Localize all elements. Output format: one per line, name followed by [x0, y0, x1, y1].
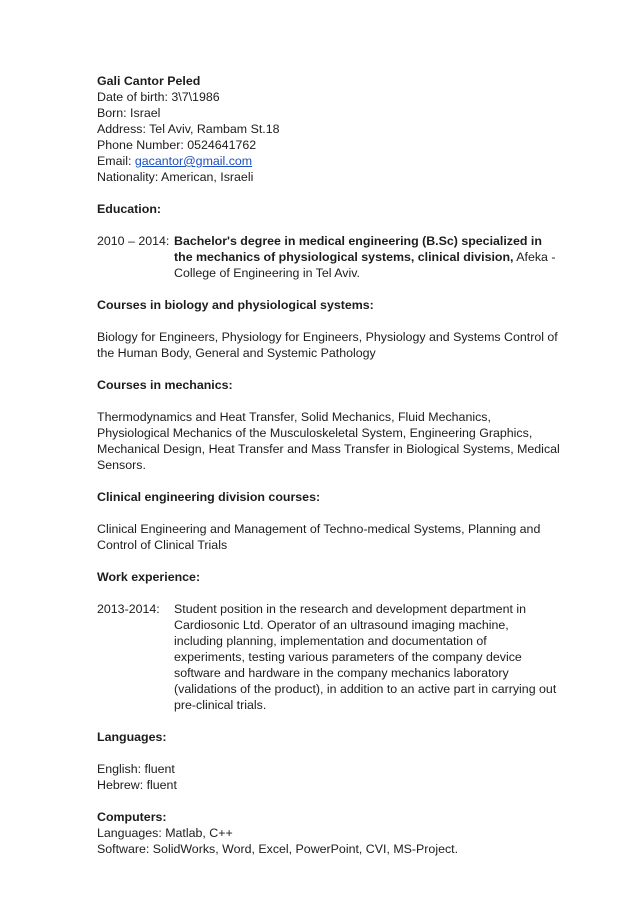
work-line: experiments, testing various parameters of the company device — [174, 650, 522, 664]
education-entry — [97, 233, 556, 281]
education-description — [174, 233, 556, 281]
clinical-courses-text — [97, 521, 547, 553]
clinical-courses-line: Control of Clinical Trials — [97, 538, 228, 552]
language-line: Hebrew: fluent — [97, 778, 177, 792]
work-line: (validations of the product), in addition to an active part in carrying out — [174, 682, 557, 696]
mech-courses-line: Mechanical Design, Heat Transfer and Mass Transfer in Biological Systems, Medical — [97, 442, 560, 456]
nationality: Nationality: American, Israeli — [97, 170, 254, 184]
birthplace: Born: Israel — [97, 106, 161, 120]
computers-line: Languages: Matlab, C++ — [97, 826, 233, 840]
email-label: Email: — [97, 154, 135, 168]
contact-block — [97, 73, 547, 185]
person-name: Gali Cantor Peled — [97, 74, 201, 88]
work-date: 2013-2014: — [97, 602, 160, 616]
clinical-courses-line: Clinical Engineering and Management of Techno-medical Systems, Planning and — [97, 522, 541, 536]
clinical-courses-heading: Clinical engineering division courses: — [97, 490, 321, 504]
work-line: software and hardware in the company mechanics laboratory — [174, 666, 509, 680]
mech-courses-line: Physiological Mechanics of the Musculoskeletal System, Engineering Graphics, — [97, 426, 533, 440]
languages-heading: Languages: — [97, 730, 167, 744]
address: Address: Tel Aviv, Rambam St.18 — [97, 122, 280, 136]
language-line: English: fluent — [97, 762, 175, 776]
work-line: including planning, implementation and documentation of — [174, 634, 487, 648]
degree-line-1: Bachelor's degree in medical engineering (B.Sc) specialized in — [174, 234, 542, 248]
computers-text — [97, 825, 547, 857]
computers-line: Software: SolidWorks, Word, Excel, PowerPoint, CVI, MS-Project. — [97, 842, 459, 856]
bio-courses-heading: Courses in biology and physiological systems: — [97, 298, 374, 312]
work-description — [174, 601, 556, 713]
mech-courses-line: Sensors. — [97, 458, 146, 472]
mech-courses-line: Thermodynamics and Heat Transfer, Solid Mechanics, Fluid Mechanics, — [97, 410, 491, 424]
degree-line-3: College of Engineering in Tel Aviv. — [174, 266, 360, 280]
degree-line-2 — [174, 249, 556, 265]
mech-courses-text — [97, 409, 560, 473]
bio-courses-line: Biology for Engineers, Physiology for Engineers, Physiology and Systems Control of — [97, 330, 558, 344]
resume-page — [97, 73, 560, 857]
bio-courses-line: the Human Body, General and Systemic Pathology — [97, 346, 376, 360]
education-heading: Education: — [97, 202, 162, 216]
phone-number: Phone Number: 0524641762 — [97, 138, 257, 152]
work-entry — [97, 601, 557, 713]
work-line: pre-clinical trials. — [174, 698, 267, 712]
email-line — [97, 153, 547, 169]
languages-text — [97, 761, 547, 793]
computers-heading: Computers: — [97, 810, 167, 824]
date-of-birth: Date of birth: 3\7\1986 — [97, 90, 220, 104]
work-line: Student position in the research and development department in — [174, 602, 526, 616]
email-link[interactable]: gacantor@gmail.com — [134, 154, 253, 168]
work-heading: Work experience: — [97, 570, 201, 584]
mech-courses-heading: Courses in mechanics: — [97, 378, 233, 392]
education-date: 2010 – 2014: — [97, 234, 170, 248]
work-line: Cardiosonic Ltd. Operator of an ultrasound imaging machine, — [174, 618, 509, 632]
degree-line-2-bold: the mechanics of physiological systems, clinical division, — [174, 250, 514, 264]
degree-line-2-rest: Afeka - — [513, 250, 556, 264]
bio-courses-text — [97, 329, 558, 361]
